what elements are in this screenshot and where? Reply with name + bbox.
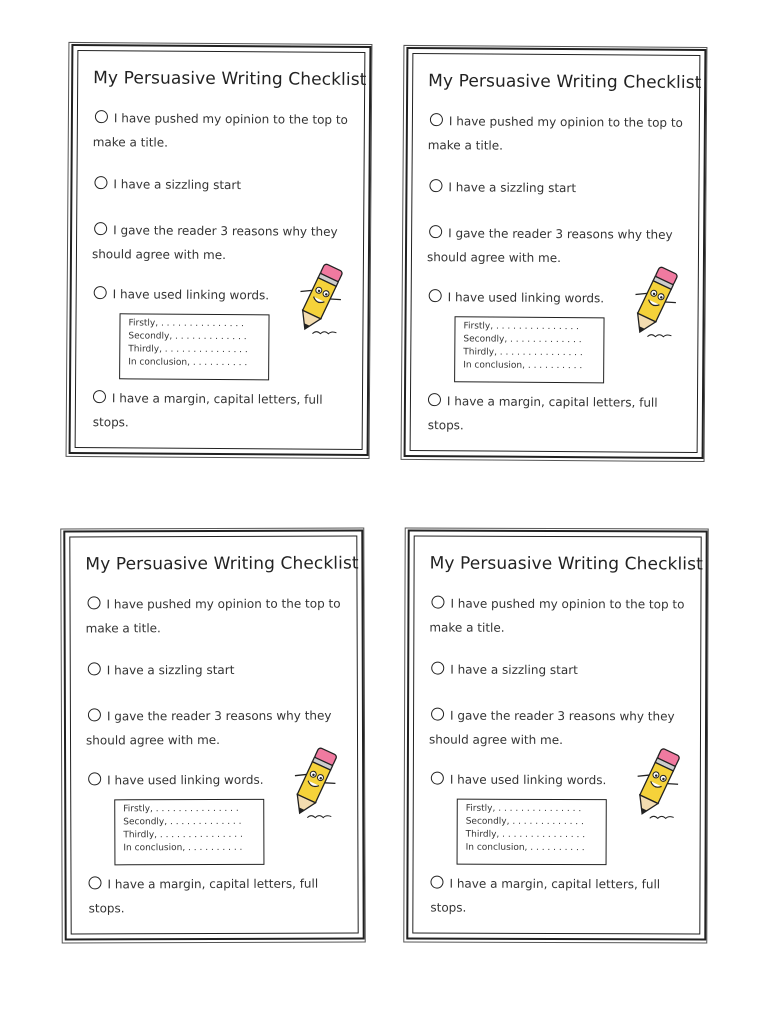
pencil-mascot-icon — [624, 744, 686, 824]
card-title: My Persuasive Writing Checklist — [85, 553, 359, 575]
linking-word: Secondly, . . . . . . . . . . . . . — [123, 816, 242, 828]
checklist-card-4 — [406, 529, 707, 940]
checkbox-circle-icon[interactable] — [429, 179, 442, 192]
checklist-item-linking: I have used linking words. — [94, 282, 356, 308]
checklist-item-linking: I have used linking words. — [431, 768, 693, 793]
linking-word: In conclusion, . . . . . . . . . . — [128, 357, 248, 369]
checklist-item-linking: I have used linking words. — [88, 768, 350, 793]
linking-words-box — [114, 799, 264, 866]
checklist-card-3 — [63, 529, 364, 940]
checkbox-circle-icon[interactable] — [88, 876, 101, 889]
checkbox-circle-icon[interactable] — [94, 176, 107, 189]
linking-word: Thirdly, . . . . . . . . . . . . . . . — [128, 344, 248, 356]
checklist-item-linking: I have used linking words. — [429, 285, 691, 311]
checklist-item-reasons: I gave the reader 3 reasons why they should agree with me. — [91, 223, 338, 263]
checkbox-circle-icon[interactable] — [431, 772, 444, 785]
checkbox-circle-icon[interactable] — [428, 393, 441, 406]
linking-word: In conclusion, . . . . . . . . . . — [463, 360, 583, 372]
checkbox-circle-icon[interactable] — [431, 596, 444, 609]
checkbox-circle-icon[interactable] — [429, 225, 442, 238]
checklist-item-reasons: I gave the reader 3 reasons why they should agree with me. — [85, 708, 332, 748]
checkbox-circle-icon[interactable] — [430, 113, 443, 126]
linking-word: Thirdly, . . . . . . . . . . . . . . . — [123, 829, 243, 841]
checklist-item-punctuation: I have a margin, capital letters, full stops. — [427, 394, 658, 433]
checklist-item-title: I have pushed my opinion to the top to make a title. — [429, 596, 685, 635]
checklist-item-start: I have a sizzling start — [88, 658, 350, 683]
linking-word: Secondly, . . . . . . . . . . . . . — [128, 331, 247, 343]
checklist-item-reasons: I gave the reader 3 reasons why they should agree with me. — [426, 226, 673, 266]
linking-words-box — [457, 799, 607, 866]
linking-word: In conclusion, . . . . . . . . . . — [465, 842, 585, 854]
linking-word: Thirdly, . . . . . . . . . . . . . . . — [463, 347, 583, 359]
checkbox-circle-icon[interactable] — [430, 876, 443, 889]
linking-word: In conclusion, . . . . . . . . . . — [123, 842, 243, 854]
linking-word: Firstly, . . . . . . . . . . . . . . . — [123, 803, 239, 815]
checkbox-circle-icon[interactable] — [88, 708, 101, 721]
linking-word: Firstly, . . . . . . . . . . . . . . . — [465, 803, 582, 815]
checklist-card-1 — [69, 44, 372, 456]
linking-word: Secondly, . . . . . . . . . . . . . — [465, 816, 584, 828]
linking-word: Firstly, . . . . . . . . . . . . . . . — [128, 318, 244, 330]
card-title: My Persuasive Writing Checklist — [428, 71, 702, 94]
card-title: My Persuasive Writing Checklist — [429, 553, 703, 575]
card-title: My Persuasive Writing Checklist — [93, 68, 367, 91]
checklist-item-punctuation: I have a margin, capital letters, full stops. — [430, 876, 661, 915]
linking-words-box — [119, 313, 269, 380]
checklist-card-2 — [404, 47, 707, 459]
checkbox-circle-icon[interactable] — [95, 110, 108, 123]
checkbox-circle-icon[interactable] — [431, 662, 444, 675]
linking-words-box — [454, 316, 604, 383]
checkbox-circle-icon[interactable] — [88, 772, 101, 785]
checkbox-circle-icon[interactable] — [93, 390, 106, 403]
pencil-mascot-icon — [286, 259, 349, 339]
checklist-item-punctuation: I have a margin, capital letters, full stops. — [92, 391, 323, 430]
checkbox-circle-icon[interactable] — [94, 286, 107, 299]
pencil-mascot-icon — [281, 744, 343, 824]
linking-word: Firstly, . . . . . . . . . . . . . . . — [463, 321, 579, 333]
checklist-item-punctuation: I have a margin, capital letters, full stops. — [88, 876, 319, 916]
checklist-item-title: I have pushed my opinion to the top to make a title. — [85, 596, 341, 636]
checklist-item-start: I have a sizzling start — [94, 172, 356, 198]
checkbox-circle-icon[interactable] — [429, 289, 442, 302]
checklist-item-reasons: I gave the reader 3 reasons why they should agree with me. — [428, 708, 675, 748]
checklist-item-title: I have pushed my opinion to the top to make a title. — [92, 111, 348, 150]
pencil-mascot-icon — [621, 262, 684, 342]
checklist-item-start: I have a sizzling start — [431, 658, 693, 683]
checkbox-circle-icon[interactable] — [431, 708, 444, 721]
checklist-item-start: I have a sizzling start — [429, 175, 691, 201]
checklist-item-title: I have pushed my opinion to the top to make a title. — [427, 114, 683, 153]
linking-word: Secondly, . . . . . . . . . . . . . — [463, 334, 582, 346]
checkbox-circle-icon[interactable] — [88, 662, 101, 675]
linking-word: Thirdly, . . . . . . . . . . . . . . . — [465, 829, 586, 841]
checkbox-circle-icon[interactable] — [88, 596, 101, 609]
checkbox-circle-icon[interactable] — [94, 222, 107, 235]
